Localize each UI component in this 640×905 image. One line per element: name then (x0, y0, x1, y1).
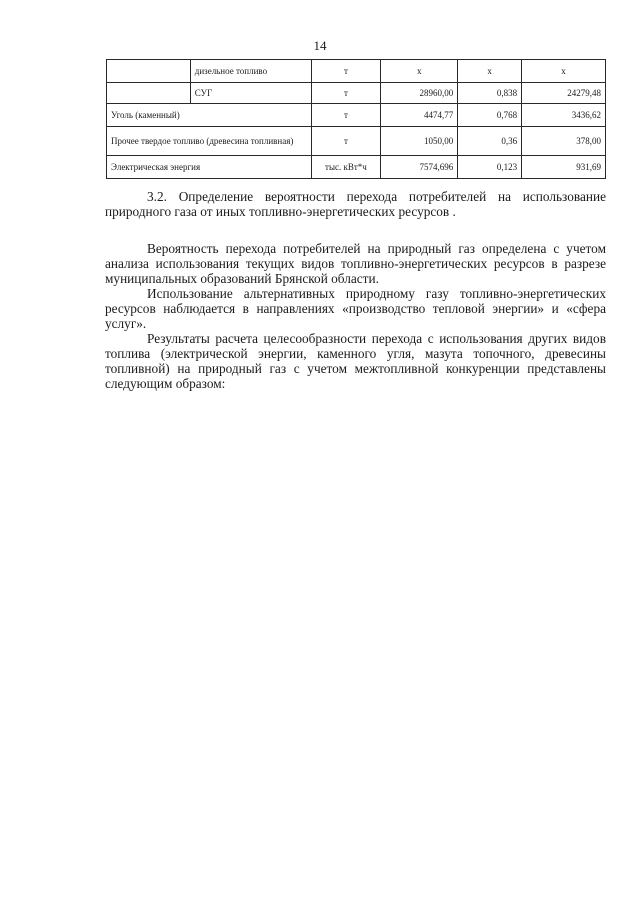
table-cell-unit: т (311, 83, 381, 104)
table-cell-value: 7574,696 (381, 156, 458, 179)
table-cell-coefficient: 0,36 (458, 127, 522, 156)
table-row (107, 104, 606, 127)
table-cell-value: 4474,77 (381, 104, 458, 127)
table-cell-result: 378,00 (522, 127, 606, 156)
paragraph: Использование альтернативных природному газу топливно-энергетических ресурсов наблюдается в направлениях «производство тепловой энергии» и «сфера услуг». (105, 286, 606, 331)
table-cell-result: 24279,48 (522, 83, 606, 104)
table-cell-coefficient: 0,123 (458, 156, 522, 179)
section-heading-block (105, 189, 606, 219)
table-row (107, 127, 606, 156)
table-cell-value: 28960,00 (381, 83, 458, 104)
page-number: 14 (313, 38, 327, 53)
table-cell-coefficient: х (458, 60, 522, 83)
table-cell-name: Уголь (каменный) (107, 104, 312, 127)
table-row (107, 83, 606, 104)
table-cell-name: Прочее твердое топливо (древесина топливная) (107, 127, 312, 156)
table-cell-value: 1050,00 (381, 127, 458, 156)
section-body (105, 241, 606, 391)
table-cell-name: СУГ (190, 83, 311, 104)
table-row (107, 60, 606, 83)
table-cell-result: 931,69 (522, 156, 606, 179)
table-cell-result: х (522, 60, 606, 83)
table-cell-coefficient: 0,768 (458, 104, 522, 127)
table-cell-name: Электрическая энергия (107, 156, 312, 179)
section-heading: 3.2. Определение вероятности перехода потребителей на использование природного газа от иных топливно-энергетических ресурсов . (105, 189, 606, 219)
table-cell-unit: тыс. кВт*ч (311, 156, 381, 179)
table-cell-value: х (381, 60, 458, 83)
table-cell-category (107, 60, 191, 83)
table-cell-coefficient: 0,838 (458, 83, 522, 104)
table-cell-result: 3436,62 (522, 104, 606, 127)
table-cell-unit: т (311, 127, 381, 156)
table-cell-category (107, 83, 191, 104)
table-row (107, 156, 606, 179)
paragraph: Вероятность перехода потребителей на природный газ определена с учетом анализа использования текущих видов топливно-энергетических ресурсов в разрезе муниципальных образований Брянской области. (105, 241, 606, 286)
fuel-table (106, 59, 606, 179)
table-cell-unit: т (311, 60, 381, 83)
table-cell-name: дизельное топливо (190, 60, 311, 83)
paragraph: Результаты расчета целесообразности перехода с использования других видов топлива (электрической энергии, каменного угля, мазута топочного, древесины топливной) на природный газ с учетом межтопливной конкуренции представлены следующим образом: (105, 331, 606, 391)
table-cell-unit: т (311, 104, 381, 127)
